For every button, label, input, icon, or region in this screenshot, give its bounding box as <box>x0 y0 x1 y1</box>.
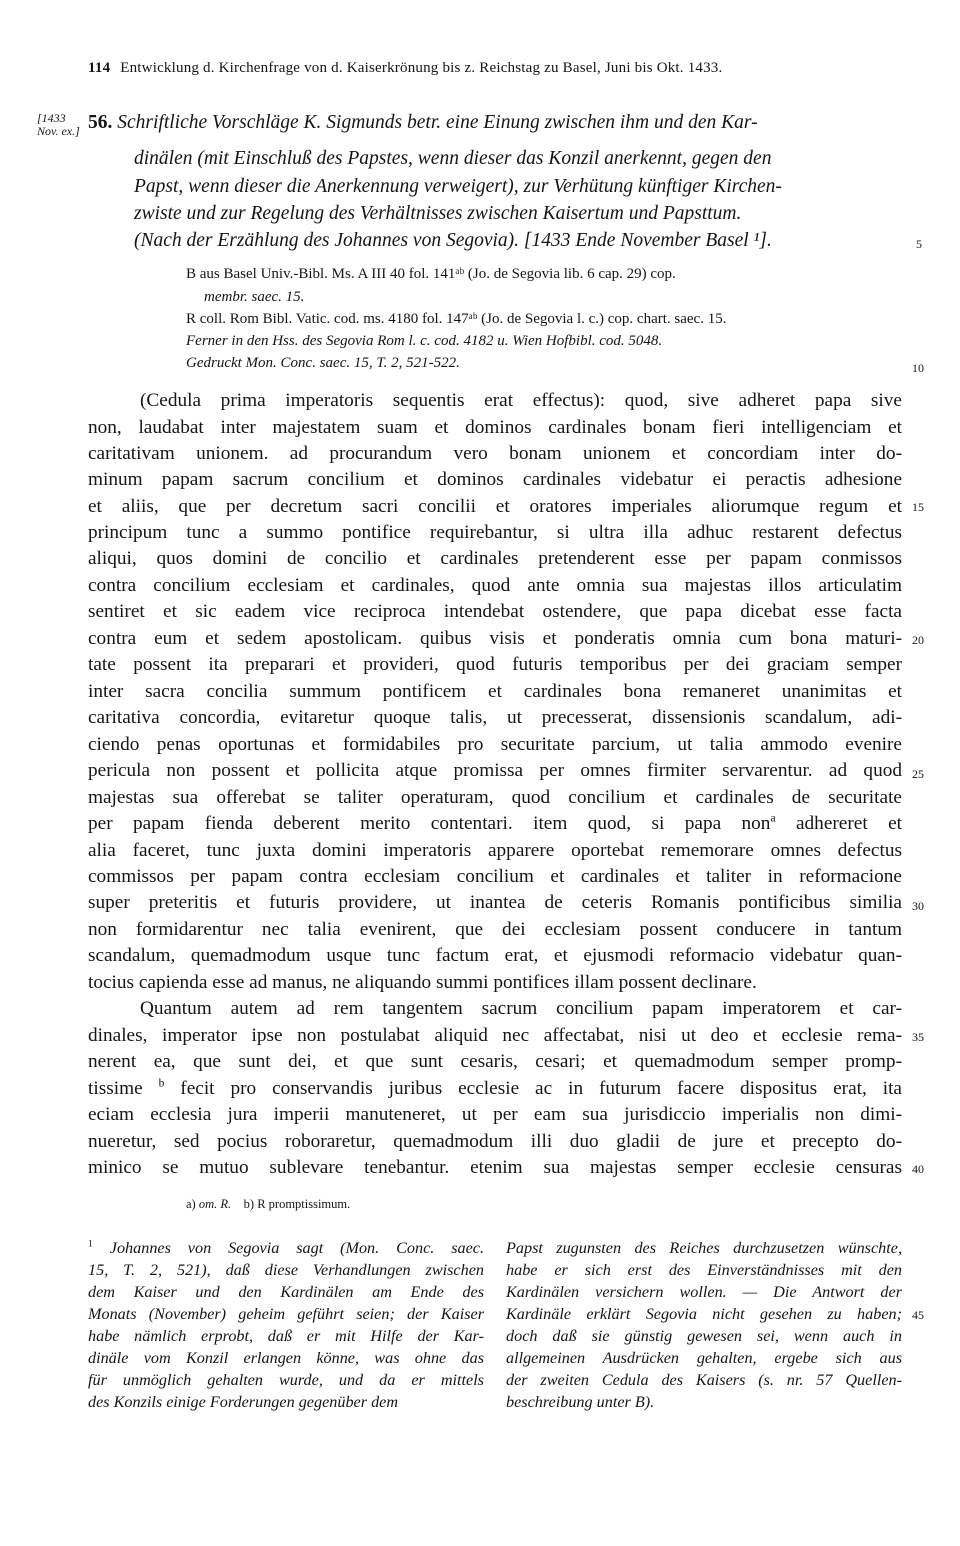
heading-line-1: 56. Schriftliche Vorschläge K. Sigmunds betr. eine Einung zwischen ihm und den Kar- <box>88 112 758 133</box>
heading-line-3: Papst, wenn dieser die Anerkennung verweigert), zur Verhütung künftiger Kirchen- <box>134 176 782 197</box>
body-line: nerent ea, que sunt dei, et que sunt cesaris, cesari; et quemadmodum semper promp- <box>88 1051 902 1072</box>
margin-date-year: [1433 <box>37 111 66 125</box>
body-line: sentiret et sic eadem vice reciproca intendebat ostendere, que papa dicebat esse facta <box>88 601 902 622</box>
body-line: caritativam unionem. ad procurandum vero bonam unionem et concordiam inter do- <box>88 443 902 464</box>
body-line-with-variant-b: tissime $^b$ fecit pro conservandis juribus ecclesie ac in futurum facere dispositus erat, ita <box>88 1076 902 1099</box>
line-number-5: 5 <box>916 237 922 251</box>
source-gedruckt-line: Gedruckt Mon. Conc. saec. 15, T. 2, 521-522. <box>186 355 460 371</box>
body-line: caritativa concordia, evitaretur quoque talis, ut precesserat, dissensionis scandalum, adi- <box>88 707 902 728</box>
footnote-line: dem Kaiser und den Kardinälen am Ende des <box>88 1283 484 1301</box>
source-ferner-line: Ferner in den Hss. des Segovia Rom l. c. cod. 4182 u. Wien Hofbibl. cod. 5048. <box>186 333 663 349</box>
footnote-line: habe nämlich erprobt, daß er mit Hilfe der Kar- <box>88 1327 484 1345</box>
footnote-line: allgemeinen Ausdrücken gehalten, ergebe sich aus <box>506 1349 902 1367</box>
body-line: contra concilium ecclesiam et cardinales, quod ante omnia sua majestas illos articulatim <box>88 575 902 596</box>
page-number: 114 <box>88 60 111 76</box>
heading-line-4: zwiste und zur Regelung des Verhältnisses zwischen Kaisertum und Papsttum. <box>134 203 742 224</box>
line-number-10: 10 <box>912 361 924 375</box>
heading-line-5: (Nach der Erzählung des Johannes von Segovia). [1433 Ende November Basel ¹]. <box>134 230 772 251</box>
line-number-35: 35 <box>912 1030 924 1044</box>
body-line: super preteritis et futuris providere, ut inantea de ceteris Romanis pontificibus similia <box>88 892 902 913</box>
body-line: commissos per papam contra ecclesiam concilium et cardinales et taliter in reformacione <box>88 866 902 887</box>
footnote-line: Kardinälen versichern wollen. — Die Antwort der <box>506 1283 902 1301</box>
footnote-line: dinäle vom Konzil erlangen könne, was ohne das <box>88 1349 484 1367</box>
variant-apparatus: a) om. R. b) R promptissimum. <box>186 1197 351 1211</box>
body-line: pericula non possent et pollicita atque promissa per omnes firmiter servarentur. ad quod <box>88 760 902 781</box>
document-number: 56. <box>88 112 113 133</box>
body-line: dinales, imperator ipse non postulabat aliquid nec affectabat, nisi ut deo et ecclesie rema- <box>88 1025 902 1046</box>
footnote-line: Monats (November) geheim geführt seien; der Kaiser <box>88 1305 484 1323</box>
body-line: tate possent ita preparari et provideri, quod futuris temporibus per dei graciam semper <box>88 654 902 675</box>
footnote-line: des Konzils einige Forderungen gegenüber dem <box>88 1393 399 1411</box>
variant-marker-a: a <box>770 811 776 825</box>
margin-date-month: Nov. ex.] <box>37 124 80 138</box>
source-b-line1: B aus Basel Univ.-Bibl. Ms. A III 40 fol. 141ᵃᵇ (Jo. de Segovia lib. 6 cap. 29) cop. <box>186 266 676 282</box>
body-line: contra eum et sedem apostolicam. quibus visis et ponderatis omnia cum bona maturi- <box>88 628 902 649</box>
footnote-line: habe er sich erst des Einverständnisses mit den <box>506 1261 902 1279</box>
footnote-line: beschreibung unter B). <box>506 1393 655 1411</box>
body-line: non formidarentur nec talia evenirent, que dei ecclesiam possent conducere in tantum <box>88 919 902 940</box>
body-line: principum tunc a summo pontifice requirebantur, si ultra illa adhuc restarent defectus <box>88 522 902 543</box>
line-number-45: 45 <box>912 1308 924 1322</box>
footnote-line: für unmöglich gehalten wurde, und da er mittels <box>88 1371 484 1389</box>
body-line: scandalum, quemadmodum usque tunc factum erat, et ejusmodi reformacio videbatur quan- <box>88 945 902 966</box>
line-number-15: 15 <box>912 500 924 514</box>
footnote-line: 15, T. 2, 521), daß diese Verhandlungen zwischen <box>88 1261 484 1279</box>
running-header <box>88 60 722 77</box>
variant-marker-b: b <box>158 1076 165 1090</box>
body-line: non, laudabat inter majestatem suam et dominos cardinales bonam fieri intelligenciam et <box>88 417 902 438</box>
body-line: aliqui, quos domini de concilio et cardinales pretenderent esse per papam conmissos <box>88 548 902 569</box>
body-line: ciendo penas oportunas et formidabiles pro securitate parcium, ut talia ammodo evenire <box>88 734 902 755</box>
source-r-line: R coll. Rom Bibl. Vatic. cod. ms. 4180 fol. 147ᵃᵇ (Jo. de Segovia l. c.) cop. chart. saec. 15. <box>186 311 727 327</box>
body-line: nueretur, sed pocius roboraretur, quemadmodum illi duo gladii de jure et precepto do- <box>88 1131 902 1152</box>
heading-line-2: dinälen (mit Einschluß des Papstes, wenn dieser das Konzil anerkennt, gegen den <box>134 148 772 169</box>
running-title: Entwicklung d. Kirchenfrage von d. Kaiserkrönung bis z. Reichstag zu Basel, Juni bis Okt. 1433. <box>120 60 723 76</box>
footnote-marker: 1 <box>88 1238 93 1250</box>
body-line: minum papam sacrum concilium et dominos cardinales videbatur ei peractis adhesione <box>88 469 902 490</box>
body-line: tocius capienda esse ad manus, ne aliquando summi pontifices illam possent declinare. <box>88 972 757 993</box>
footnote-line: $^1$ Johannes von Segovia sagt (Mon. Conc. saec. <box>88 1238 485 1257</box>
body-line: eciam ecclesia jura imperii manuteneret, ut per eam sua jurisdiccio imperialis non dimi- <box>88 1104 902 1125</box>
footnote-line: der zweiten Cedula des Kaisers (s. nr. 57 Quellen- <box>506 1371 902 1389</box>
body-line: inter sacra concilia summum pontificem et cardinales bona remaneret unanimitas et <box>88 681 902 702</box>
source-b-line2: membr. saec. 15. <box>204 289 305 305</box>
line-number-25: 25 <box>912 767 924 781</box>
body-line: et aliis, que per decretum sacri concilii et oratores imperiales aliorumque regum et <box>88 496 902 517</box>
body-line: minico se mutuo sublevare tenebantur. etenim sua majestas semper ecclesie censuras <box>88 1157 902 1178</box>
body-line-with-variant-a: per papam fienda deberent merito contentari. item quod, si papa non$^a$ adhereret et <box>88 811 902 834</box>
line-number-30: 30 <box>912 899 924 913</box>
footnote-line: Kardinäle erklärt Segovia nicht gesehen zu haben; <box>506 1305 902 1323</box>
body-line: (Cedula prima imperatoris sequentis erat effectus): quod, sive adheret papa sive <box>140 390 902 411</box>
body-line: majestas sua offerebat se taliter operaturam, quod concilium et cardinales de securitate <box>88 787 902 808</box>
body-line: alia faceret, tunc juxta domini imperatoris apparere oportebat rememorare omnes defectus <box>88 840 902 861</box>
body-line: Quantum autem ad rem tangentem sacrum concilium papam imperatorem et car- <box>140 998 902 1019</box>
line-number-20: 20 <box>912 633 924 647</box>
line-number-40: 40 <box>912 1162 924 1176</box>
footnote-line: doch daß sie günstig gewesen sei, wenn auch in <box>506 1327 902 1345</box>
footnote-line: Papst zugunsten des Reiches durchzusetzen wünschte, <box>506 1239 902 1257</box>
